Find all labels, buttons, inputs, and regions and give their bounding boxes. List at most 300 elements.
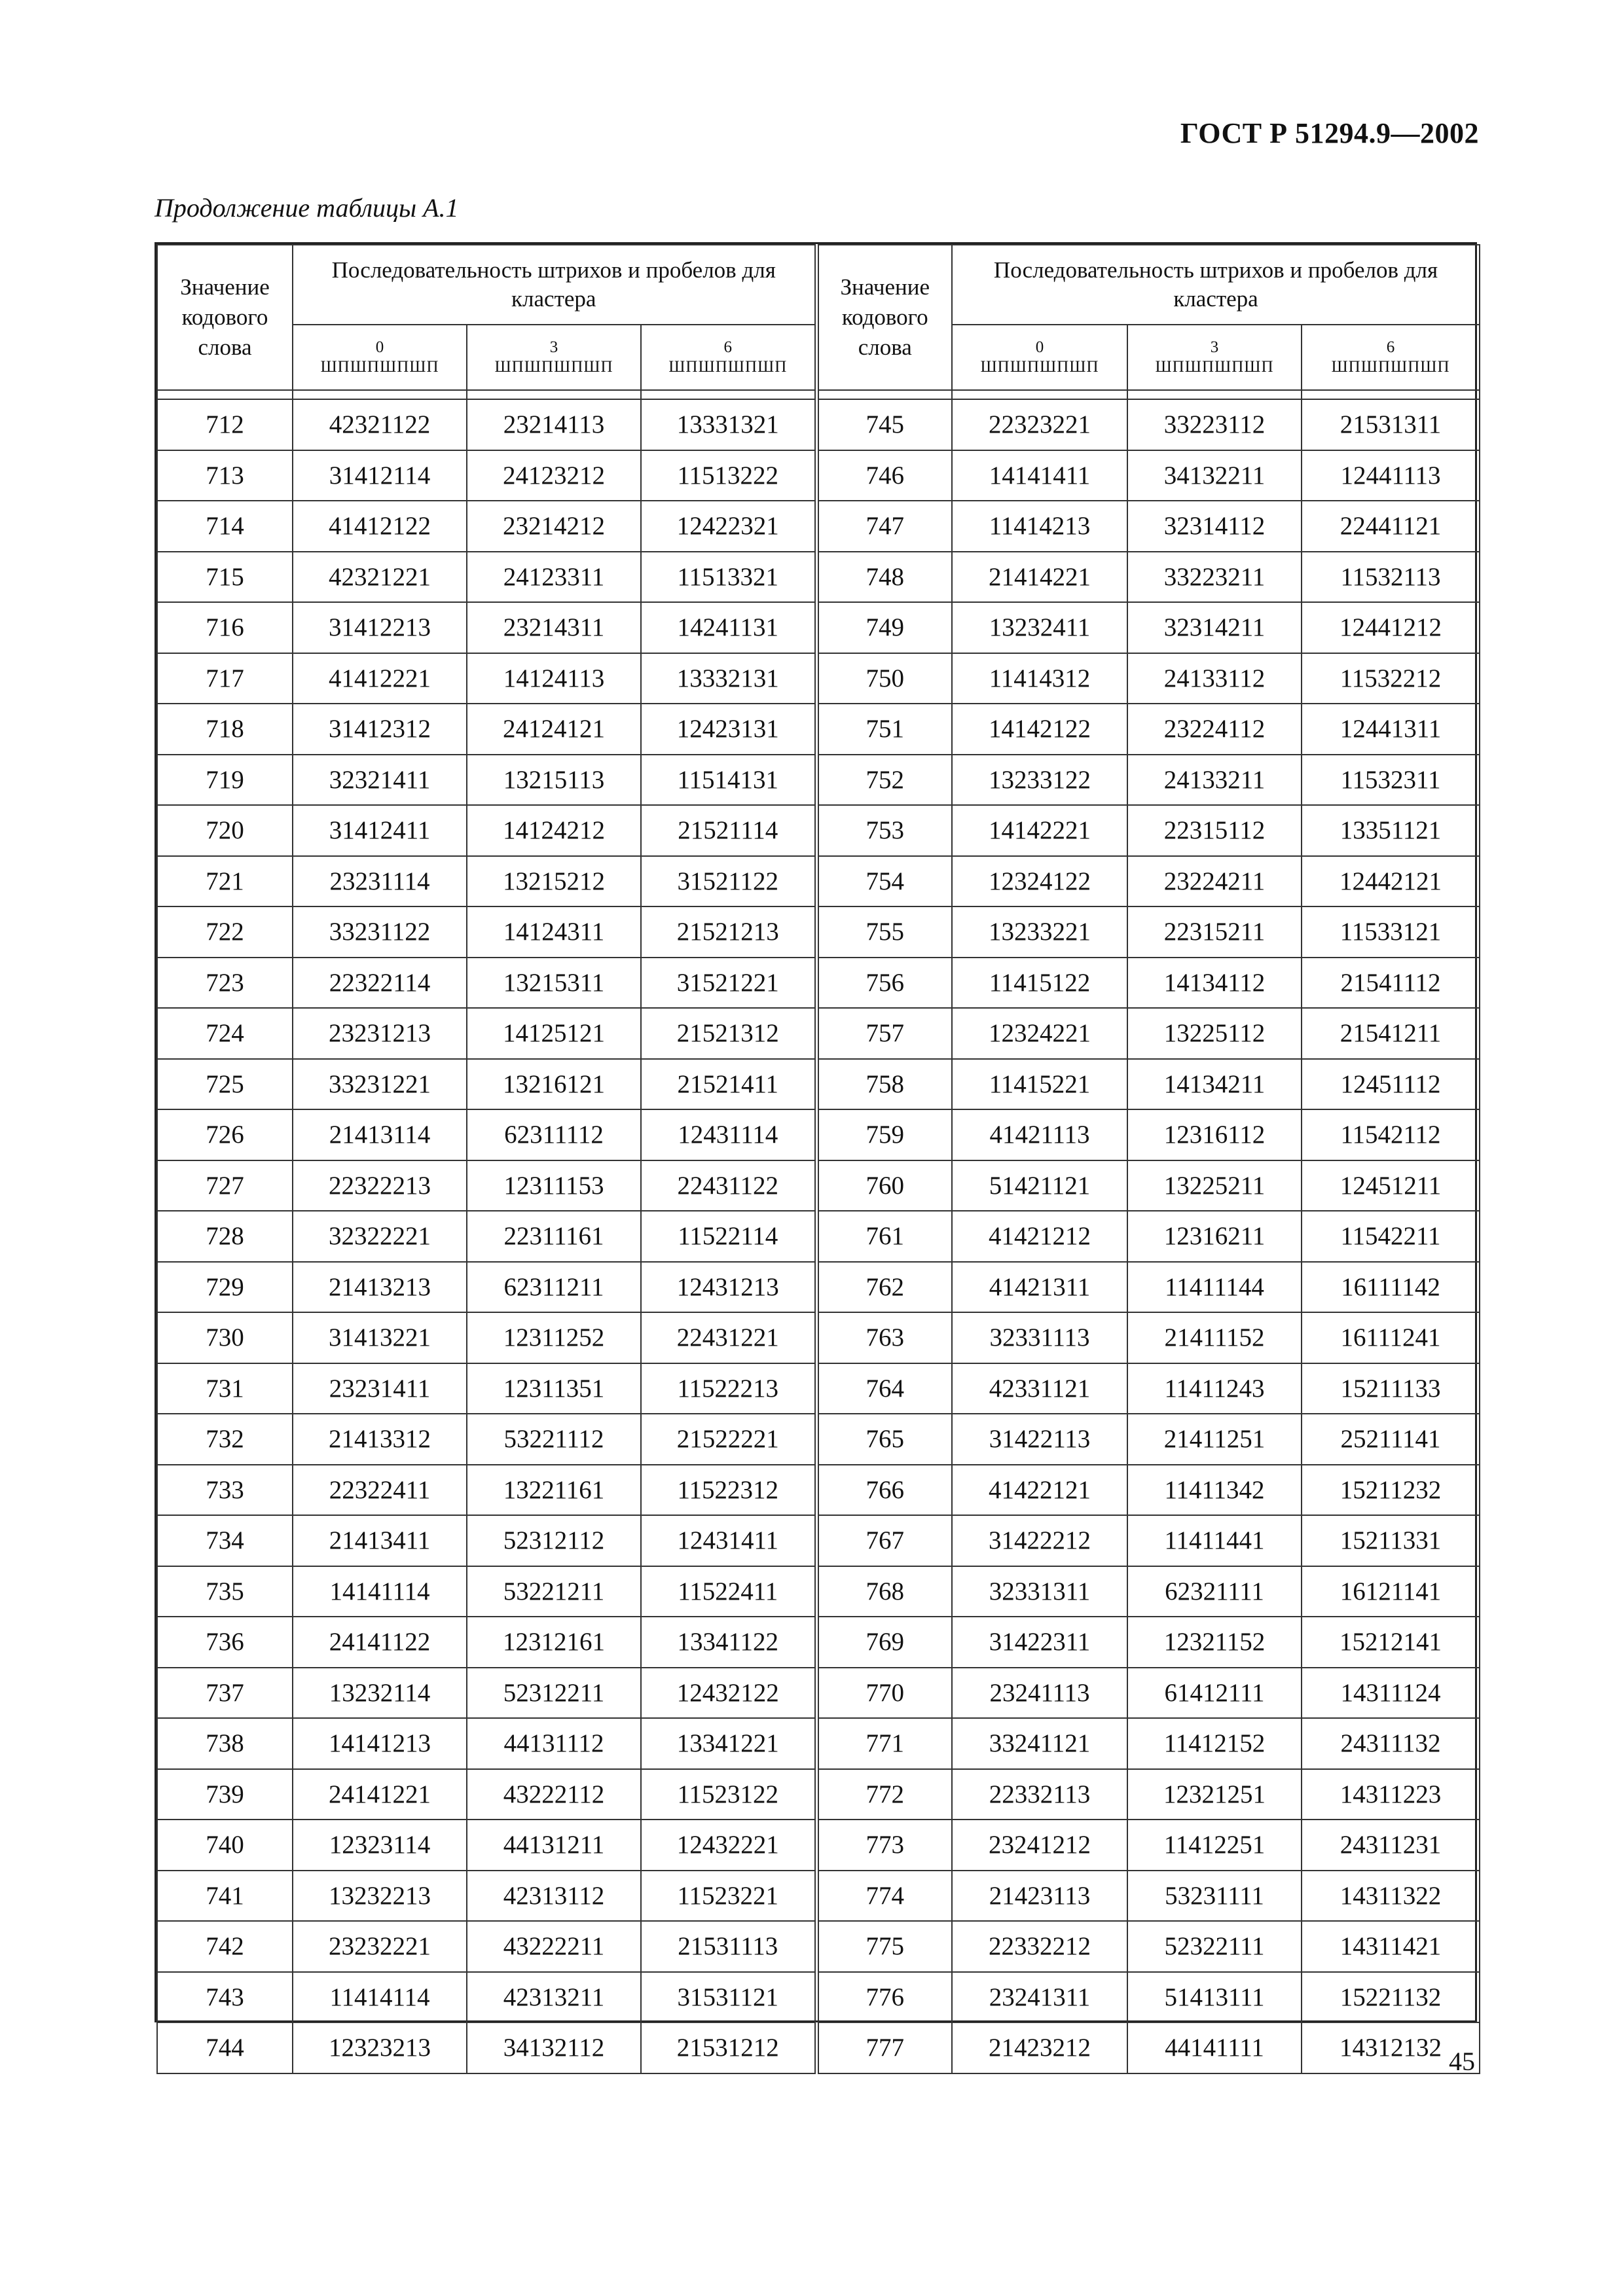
right-cluster-3-cell: 11412152 [1127,1718,1302,1769]
left-cluster-6-cell: 14241131 [641,602,816,653]
right-cluster-6-cell: 11532113 [1302,552,1480,603]
left-cluster-0-header [293,325,467,390]
right-cluster-0-cell: 21423212 [952,2022,1127,2073]
right-cluster-6-cell: 11532212 [1302,653,1480,704]
left-key-cell: 740 [157,1820,293,1871]
right-cluster-0-cell: 23241212 [952,1820,1127,1871]
right-key-cell: 745 [816,399,952,450]
right-key-cell: 777 [816,2022,952,2073]
right-cluster-3-cell: 14134112 [1127,958,1302,1009]
right-cluster-0-cell: 22332113 [952,1769,1127,1820]
right-cluster-3-cell: 44141111 [1127,2022,1302,2073]
right-key-cell: 763 [816,1312,952,1363]
right-key-cell: 747 [816,501,952,552]
left-cluster-6-cell: 22431122 [641,1160,816,1211]
right-cluster-0-cell: 22332212 [952,1921,1127,1972]
left-key-cell: 731 [157,1363,293,1414]
left-key-cell: 729 [157,1262,293,1313]
right-cluster-3-cell: 11411144 [1127,1262,1302,1313]
table-row [157,399,1480,450]
left-cluster-6-cell: 13332131 [641,653,816,704]
right-cluster-3-cell: 12321251 [1127,1769,1302,1820]
left-cluster-3-cell: 24123311 [467,552,641,603]
table-row [157,2022,1480,2073]
left-cluster-0-cell: 23231411 [293,1363,467,1414]
right-key-cell: 761 [816,1211,952,1262]
left-key-cell: 734 [157,1515,293,1566]
left-cluster-0-cell: 13232213 [293,1871,467,1922]
right-key-cell: 765 [816,1414,952,1465]
left-cluster-6-cell: 11522114 [641,1211,816,1262]
right-cluster-3-cell: 33223112 [1127,399,1302,450]
left-cluster-0-cell: 22322213 [293,1160,467,1211]
right-cluster-3-cell: 53231111 [1127,1871,1302,1922]
left-key-cell: 735 [157,1566,293,1617]
left-cluster-3-cell: 12311153 [467,1160,641,1211]
right-key-cell: 767 [816,1515,952,1566]
right-key-cell: 774 [816,1871,952,1922]
left-cluster-3-cell: 42313211 [467,1972,641,2023]
cluster-number: 0 [1035,338,1044,356]
left-cluster-0-cell: 41412122 [293,501,467,552]
right-cluster-0-cell: 21423113 [952,1871,1127,1922]
left-cluster-3-cell: 22311161 [467,1211,641,1262]
cluster-number: 3 [1210,338,1219,356]
table-row [157,1109,1480,1160]
right-key-cell: 754 [816,856,952,907]
left-key-cell: 722 [157,906,293,958]
right-key-cell: 758 [816,1059,952,1110]
left-cluster-6-cell: 21531113 [641,1921,816,1972]
left-cluster-3-cell: 12311252 [467,1312,641,1363]
left-cluster-6-cell: 12432122 [641,1668,816,1719]
right-sequence-header: Последовательность штрихов и пробелов для кластера [952,245,1480,325]
table-row [157,1515,1480,1566]
table-header-row-1 [157,245,1480,325]
left-cluster-3-cell: 53221112 [467,1414,641,1465]
left-cluster-3-cell: 13215311 [467,958,641,1009]
table-row [157,805,1480,856]
right-cluster-0-cell: 11415221 [952,1059,1127,1110]
left-key-header: Значение кодового слова [157,245,293,390]
right-cluster-0-cell: 12324122 [952,856,1127,907]
right-cluster-3-cell: 61412111 [1127,1668,1302,1719]
left-key-cell: 719 [157,755,293,806]
right-key-cell: 752 [816,755,952,806]
table-row [157,1820,1480,1871]
right-cluster-3-cell: 23224112 [1127,704,1302,755]
left-cluster-3-cell: 42313112 [467,1871,641,1922]
codeword-table-frame [155,242,1477,2062]
right-cluster-0-cell: 41421212 [952,1211,1127,1262]
right-cluster-6-cell: 12441311 [1302,704,1480,755]
left-cluster-0-cell: 11414114 [293,1972,467,2023]
cluster-pattern: ШПШПШПШП [494,358,613,376]
right-cluster-0-cell: 41421113 [952,1109,1127,1160]
left-cluster-6-cell: 11513321 [641,552,816,603]
left-key-cell: 728 [157,1211,293,1262]
right-cluster-0-cell: 14141411 [952,450,1127,501]
left-cluster-3-header [467,325,641,390]
left-key-cell: 721 [157,856,293,907]
right-cluster-0-cell: 14142221 [952,805,1127,856]
right-cluster-3-cell: 52322111 [1127,1921,1302,1972]
right-cluster-6-cell: 13351121 [1302,805,1480,856]
right-cluster-0-cell: 31422212 [952,1515,1127,1566]
right-cluster-0-cell: 31422311 [952,1617,1127,1668]
right-cluster-3-cell: 12316211 [1127,1211,1302,1262]
left-cluster-6-cell: 22431221 [641,1312,816,1363]
right-cluster-0-cell: 23241113 [952,1668,1127,1719]
left-key-cell: 738 [157,1718,293,1769]
right-cluster-6-cell: 14311223 [1302,1769,1480,1820]
right-cluster-6-cell: 21541112 [1302,958,1480,1009]
right-cluster-0-cell: 13232411 [952,602,1127,653]
left-cluster-0-cell: 31412114 [293,450,467,501]
right-cluster-6-cell: 11532311 [1302,755,1480,806]
left-cluster-3-cell: 14124311 [467,906,641,958]
right-cluster-6-cell: 14312132 [1302,2022,1480,2073]
left-cluster-0-cell: 22322114 [293,958,467,1009]
table-row [157,906,1480,958]
table-row [157,1059,1480,1110]
right-key-cell: 746 [816,450,952,501]
left-cluster-6-cell: 12431411 [641,1515,816,1566]
right-cluster-0-cell: 13233122 [952,755,1127,806]
left-key-cell: 714 [157,501,293,552]
right-cluster-3-cell: 22315112 [1127,805,1302,856]
left-cluster-0-cell: 41412221 [293,653,467,704]
right-cluster-0-cell: 51421121 [952,1160,1127,1211]
left-cluster-3-cell: 23214212 [467,501,641,552]
right-cluster-3-cell: 23224211 [1127,856,1302,907]
right-cluster-3-cell: 13225211 [1127,1160,1302,1211]
left-cluster-3-cell: 23214113 [467,399,641,450]
left-cluster-0-cell: 31412411 [293,805,467,856]
table-row [157,1008,1480,1059]
right-cluster-6-cell: 16121141 [1302,1566,1480,1617]
cluster-number: 6 [1386,338,1395,356]
left-cluster-3-cell: 62311112 [467,1109,641,1160]
right-cluster-6-cell: 11542211 [1302,1211,1480,1262]
left-key-cell: 727 [157,1160,293,1211]
left-cluster-3-cell: 14124212 [467,805,641,856]
left-cluster-6-cell: 13331321 [641,399,816,450]
left-cluster-6-cell: 11523122 [641,1769,816,1820]
left-cluster-0-cell: 24141122 [293,1617,467,1668]
left-cluster-0-cell: 13232114 [293,1668,467,1719]
right-cluster-6-cell: 14311124 [1302,1668,1480,1719]
right-cluster-0-cell: 32331113 [952,1312,1127,1363]
right-cluster-0-cell: 23241311 [952,1972,1127,2023]
left-key-cell: 715 [157,552,293,603]
table-caption: Продолжение таблицы А.1 [155,193,459,223]
left-cluster-6-cell: 13341122 [641,1617,816,1668]
left-cluster-0-cell: 23231213 [293,1008,467,1059]
left-cluster-0-cell: 12323213 [293,2022,467,2073]
left-cluster-3-cell: 52312112 [467,1515,641,1566]
right-cluster-3-cell: 22315211 [1127,906,1302,958]
left-cluster-3-cell: 23214311 [467,602,641,653]
left-cluster-0-cell: 14141114 [293,1566,467,1617]
table-row [157,958,1480,1009]
cluster-pattern: ШПШПШПШП [1155,358,1274,376]
document-standard-title: ГОСТ Р 51294.9—2002 [1180,117,1479,149]
left-cluster-6-cell: 11522312 [641,1465,816,1516]
left-key-cell: 739 [157,1769,293,1820]
right-cluster-3-cell: 32314112 [1127,501,1302,552]
right-cluster-0-header [952,325,1127,390]
table-row [157,552,1480,603]
left-cluster-6-cell: 12422321 [641,501,816,552]
right-cluster-6-cell: 24311132 [1302,1718,1480,1769]
right-cluster-6-cell: 16111241 [1302,1312,1480,1363]
right-cluster-0-cell: 31422113 [952,1414,1127,1465]
right-cluster-3-cell: 33223211 [1127,552,1302,603]
left-cluster-6-cell: 12431114 [641,1109,816,1160]
right-key-cell: 756 [816,958,952,1009]
table-row [157,1211,1480,1262]
right-cluster-6-cell: 12451211 [1302,1160,1480,1211]
right-cluster-3-header [1127,325,1302,390]
right-cluster-6-cell: 15211331 [1302,1515,1480,1566]
table-row [157,1921,1480,1972]
right-cluster-3-cell: 12321152 [1127,1617,1302,1668]
left-cluster-3-cell: 43222211 [467,1921,641,1972]
right-cluster-3-cell: 51413111 [1127,1972,1302,2023]
right-cluster-6-cell: 12442121 [1302,856,1480,907]
header-separator [157,390,1480,399]
cluster-pattern: ШПШПШПШП [1331,358,1450,376]
left-cluster-0-cell: 31413221 [293,1312,467,1363]
left-cluster-6-cell: 11522411 [641,1566,816,1617]
right-key-cell: 773 [816,1820,952,1871]
left-key-cell: 725 [157,1059,293,1110]
table-row [157,1617,1480,1668]
right-key-cell: 769 [816,1617,952,1668]
table-row [157,1465,1480,1516]
left-cluster-3-cell: 13216121 [467,1059,641,1110]
table-row [157,1718,1480,1769]
right-cluster-0-cell: 42331121 [952,1363,1127,1414]
left-cluster-3-cell: 44131211 [467,1820,641,1871]
right-cluster-0-cell: 14142122 [952,704,1127,755]
right-cluster-6-cell: 12441212 [1302,602,1480,653]
left-cluster-3-cell: 12311351 [467,1363,641,1414]
right-cluster-6-cell: 25211141 [1302,1414,1480,1465]
right-key-cell: 770 [816,1668,952,1719]
left-key-cell: 743 [157,1972,293,2023]
right-cluster-3-cell: 21411152 [1127,1312,1302,1363]
left-cluster-0-cell: 42321221 [293,552,467,603]
right-cluster-3-cell: 11411243 [1127,1363,1302,1414]
left-key-cell: 713 [157,450,293,501]
right-key-cell: 753 [816,805,952,856]
table-row [157,501,1480,552]
right-cluster-3-cell: 21411251 [1127,1414,1302,1465]
left-cluster-6-cell: 21521213 [641,906,816,958]
left-cluster-3-cell: 12312161 [467,1617,641,1668]
right-cluster-6-header [1302,325,1480,390]
right-cluster-6-cell: 15211232 [1302,1465,1480,1516]
table-body [157,399,1480,2073]
left-cluster-6-cell: 11514131 [641,755,816,806]
cluster-pattern: ШПШПШПШП [668,358,788,376]
right-cluster-6-cell: 16111142 [1302,1262,1480,1313]
left-key-cell: 742 [157,1921,293,1972]
right-cluster-0-cell: 41422121 [952,1465,1127,1516]
table-row [157,856,1480,907]
right-cluster-0-cell: 21414221 [952,552,1127,603]
left-key-cell: 737 [157,1668,293,1719]
right-cluster-6-cell: 12441113 [1302,450,1480,501]
right-cluster-6-cell: 11533121 [1302,906,1480,958]
right-key-cell: 766 [816,1465,952,1516]
right-key-cell: 768 [816,1566,952,1617]
table-row [157,1668,1480,1719]
right-key-cell: 772 [816,1769,952,1820]
left-cluster-3-cell: 53221211 [467,1566,641,1617]
right-key-cell: 759 [816,1109,952,1160]
right-cluster-6-cell: 22441121 [1302,501,1480,552]
left-key-cell: 724 [157,1008,293,1059]
left-key-cell: 720 [157,805,293,856]
table-row [157,602,1480,653]
left-cluster-3-cell: 14125121 [467,1008,641,1059]
right-cluster-6-cell: 24311231 [1302,1820,1480,1871]
table-row [157,1972,1480,2023]
right-cluster-0-cell: 33241121 [952,1718,1127,1769]
left-cluster-0-cell: 33231122 [293,906,467,958]
left-cluster-6-cell: 13341221 [641,1718,816,1769]
left-cluster-0-cell: 33231221 [293,1059,467,1110]
left-cluster-6-cell: 12432221 [641,1820,816,1871]
left-cluster-0-cell: 32321411 [293,755,467,806]
left-key-cell: 723 [157,958,293,1009]
codeword-table [156,244,1480,2074]
left-cluster-3-cell: 44131112 [467,1718,641,1769]
right-key-header: Значение кодового слова [816,245,952,390]
right-cluster-3-cell: 24133112 [1127,653,1302,704]
left-cluster-6-cell: 21521312 [641,1008,816,1059]
right-cluster-6-cell: 15212141 [1302,1617,1480,1668]
left-cluster-0-cell: 21413213 [293,1262,467,1313]
right-cluster-3-cell: 13225112 [1127,1008,1302,1059]
left-cluster-6-cell: 12431213 [641,1262,816,1313]
left-key-cell: 736 [157,1617,293,1668]
table-row [157,1262,1480,1313]
right-cluster-0-cell: 11414213 [952,501,1127,552]
right-key-cell: 755 [816,906,952,958]
table-row [157,755,1480,806]
right-key-cell: 751 [816,704,952,755]
left-cluster-3-cell: 13221161 [467,1465,641,1516]
left-key-cell: 712 [157,399,293,450]
cluster-number: 6 [723,338,732,356]
right-cluster-3-cell: 12316112 [1127,1109,1302,1160]
left-cluster-0-cell: 31412213 [293,602,467,653]
left-cluster-6-cell: 11522213 [641,1363,816,1414]
right-cluster-3-cell: 24133211 [1127,755,1302,806]
left-cluster-6-cell: 21521114 [641,805,816,856]
left-cluster-3-cell: 13215212 [467,856,641,907]
left-cluster-6-cell: 11513222 [641,450,816,501]
right-key-cell: 760 [816,1160,952,1211]
right-cluster-0-cell: 11415122 [952,958,1127,1009]
right-cluster-0-cell: 32331311 [952,1566,1127,1617]
right-cluster-6-cell: 15211133 [1302,1363,1480,1414]
right-cluster-6-cell: 14311322 [1302,1871,1480,1922]
left-cluster-0-cell: 14141213 [293,1718,467,1769]
right-cluster-0-cell: 13233221 [952,906,1127,958]
table-row [157,1769,1480,1820]
table-row [157,1160,1480,1211]
table-row [157,1871,1480,1922]
left-cluster-6-cell: 31531121 [641,1972,816,2023]
right-cluster-0-cell: 41421311 [952,1262,1127,1313]
right-key-cell: 748 [816,552,952,603]
right-cluster-3-cell: 62321111 [1127,1566,1302,1617]
table-row [157,1312,1480,1363]
right-key-cell: 776 [816,1972,952,2023]
left-cluster-6-cell: 11523221 [641,1871,816,1922]
left-cluster-3-cell: 24123212 [467,450,641,501]
left-sequence-header: Последовательность штрихов и пробелов для кластера [293,245,816,325]
left-cluster-6-cell: 31521221 [641,958,816,1009]
left-key-cell: 718 [157,704,293,755]
left-cluster-6-cell: 12423131 [641,704,816,755]
right-cluster-6-cell: 14311421 [1302,1921,1480,1972]
left-cluster-3-cell: 24124121 [467,704,641,755]
left-cluster-0-cell: 42321122 [293,399,467,450]
right-key-cell: 749 [816,602,952,653]
left-cluster-3-cell: 62311211 [467,1262,641,1313]
right-key-cell: 762 [816,1262,952,1313]
right-cluster-3-cell: 11411342 [1127,1465,1302,1516]
left-cluster-0-cell: 24141221 [293,1769,467,1820]
left-cluster-6-cell: 21522221 [641,1414,816,1465]
right-cluster-3-cell: 14134211 [1127,1059,1302,1110]
left-cluster-0-cell: 32322221 [293,1211,467,1262]
left-cluster-6-cell: 21521411 [641,1059,816,1110]
left-cluster-6-cell: 21531212 [641,2022,816,2073]
left-cluster-3-cell: 13215113 [467,755,641,806]
left-cluster-0-cell: 21413114 [293,1109,467,1160]
right-key-cell: 771 [816,1718,952,1769]
left-key-cell: 744 [157,2022,293,2073]
left-cluster-3-cell: 52312211 [467,1668,641,1719]
page-number: 45 [1449,2047,1475,2076]
left-cluster-0-cell: 12323114 [293,1820,467,1871]
right-cluster-6-cell: 15221132 [1302,1972,1480,2023]
left-key-cell: 741 [157,1871,293,1922]
right-key-cell: 764 [816,1363,952,1414]
left-cluster-0-cell: 22322411 [293,1465,467,1516]
table-row [157,1363,1480,1414]
right-cluster-3-cell: 11412251 [1127,1820,1302,1871]
right-cluster-6-cell: 11542112 [1302,1109,1480,1160]
left-cluster-3-cell: 14124113 [467,653,641,704]
cluster-number: 3 [549,338,558,356]
table-row [157,653,1480,704]
right-cluster-6-cell: 21541211 [1302,1008,1480,1059]
cluster-pattern: ШПШПШПШП [320,358,439,376]
right-key-cell: 750 [816,653,952,704]
left-cluster-0-cell: 31412312 [293,704,467,755]
table-row [157,450,1480,501]
table-row [157,1566,1480,1617]
left-key-cell: 732 [157,1414,293,1465]
